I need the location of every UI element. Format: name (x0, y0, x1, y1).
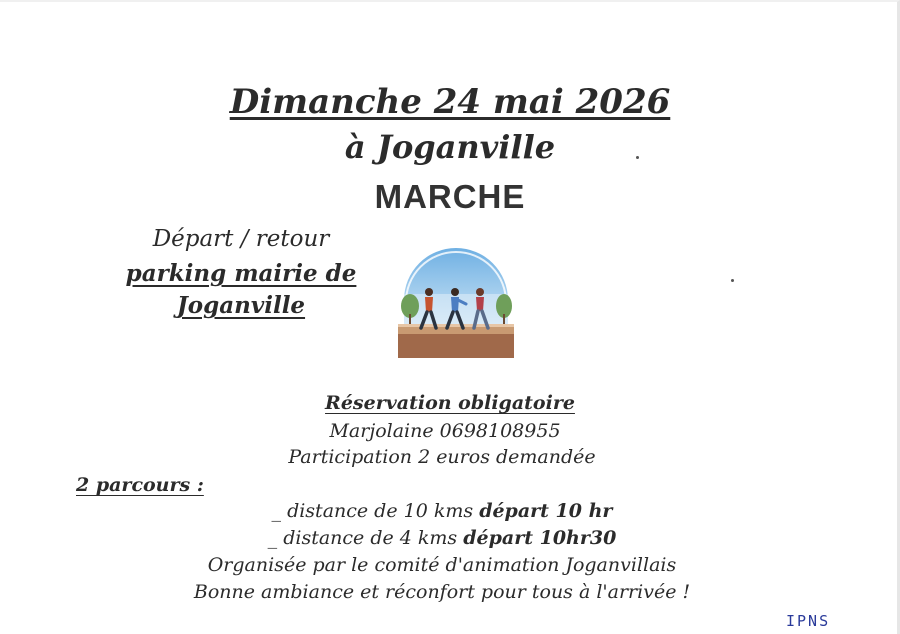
scan-speck (731, 279, 734, 282)
route-1-departure: départ 10 hr (479, 500, 613, 522)
contact-line: Marjolaine 0698108955 (329, 420, 561, 442)
organizer-line: Organisée par le comité d'animation Joganvillais (207, 554, 677, 576)
scan-speck (636, 156, 639, 159)
routes-heading: 2 parcours : (76, 474, 204, 496)
closing-line: Bonne ambiance et réconfort pour tous à l'arrivée ! (193, 581, 691, 603)
reservation-notice: Réservation obligatoire (325, 392, 575, 414)
route-1-distance: _ distance de 10 kms (271, 500, 474, 522)
participation-fee: Participation 2 euros demandée (288, 446, 596, 468)
departure-place-line-2: Joganville (176, 292, 306, 319)
departure-label: Départ / retour (152, 226, 330, 252)
event-date: Dimanche 24 mai 2026 (229, 82, 671, 122)
route-2-distance: _ distance de 4 kms (267, 527, 458, 549)
ipns-mark: IPNS (786, 612, 831, 630)
route-2 (0, 527, 892, 549)
event-place: à Joganville (344, 128, 556, 166)
event-activity: MARCHE (374, 178, 526, 215)
route-2-departure: départ 10hr30 (463, 527, 617, 549)
route-1 (0, 500, 892, 522)
departure-place-line-1: parking mairie de (125, 260, 357, 287)
walkers-illustration-icon (396, 248, 516, 360)
